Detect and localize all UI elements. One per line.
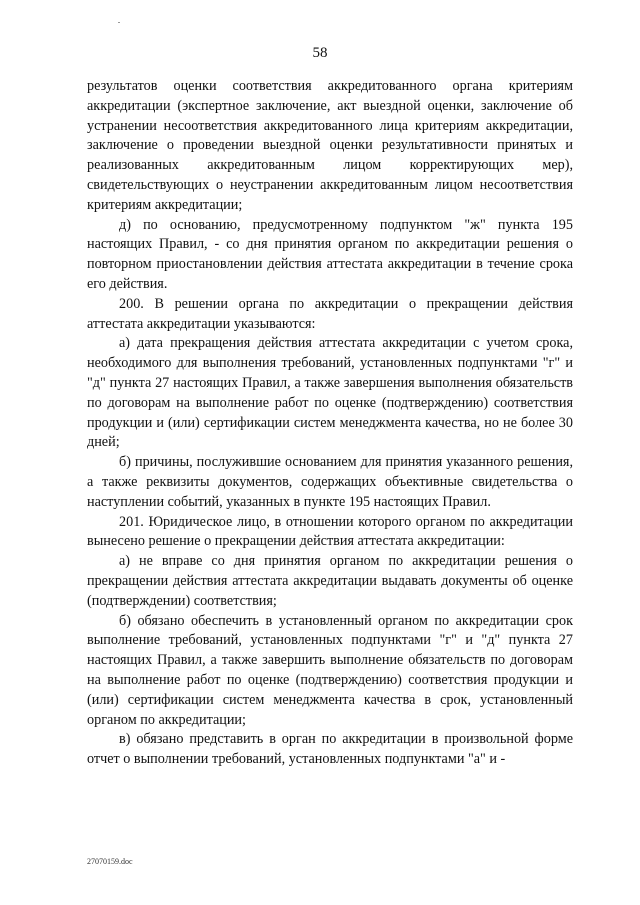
scan-mark <box>118 22 120 23</box>
paragraph-clause-201: 201. Юридическое лицо, в отношении которого органом по аккредитации вынесено решение о прекращении действия аттестата аккредитации: <box>87 513 573 550</box>
paragraph-assessment-results: результатов оценки соответствия аккредитованного органа критериям аккредитации (экспертное заключение, акт выездной оценки, заключение об устранении несоответствия аккредитованного лица критериям аккредитации, заключение о проведении выездной оценки результативности принятых и реализованных аккредитованным лицом корректирующих мер), свидетельствующих о неустранении аккредитованным лицом несоответствия критериям аккредитации; <box>87 78 573 213</box>
footer-doc-id: 27070159.doc <box>87 857 133 866</box>
paragraph-clause-200: 200. В решении органа по аккредитации о прекращении действия аттестата аккредитации указываются: <box>87 295 573 332</box>
paragraph-clause-201-a: а) не вправе со дня принятия органом по аккредитации решения о прекращении действия аттестата аккредитации выдавать документы об оценке (подтверждении) соответствия; <box>87 553 573 609</box>
paragraph-clause-201-v: в) обязано представить в орган по аккредитации в произвольной форме отчет о выполнении требований, установленных подпунктами "а" и - <box>87 731 573 768</box>
paragraph-item-d-repeated-suspension: д) по основанию, предусмотренному подпунктом "ж" пункта 195 настоящих Правил, - со дня принятия органом по аккредитации решения о повторном приостановлении действия аттестата аккредитации в течение срока его действия. <box>87 216 573 292</box>
paragraph-clause-200-a: а) дата прекращения действия аттестата аккредитации с учетом срока, необходимого для выполнения требований, установленных подпунктами "г" и "д" пункта 27 настоящих Правил, а также завершения выполнения обязательств по договорам на выполнение работ по оценке (подтверждению) соответствия продукции и (или) сертификации систем менеджмента качества, но не более 30 дней; <box>87 335 573 451</box>
paragraph-clause-201-b: б) обязано обеспечить в установленный органом по аккредитации срок выполнение требований, установленных подпунктами "г" и "д" пункта 27 настоящих Правил, а также завершить выполнение обязательств по договорам на выполнение работ по оценке (подтверждению) соответствия продукции и (или) сертификации систем менеджмента качества в срок, установленный органом по аккредитации; <box>87 612 573 728</box>
paragraph-clause-200-b: б) причины, послужившие основанием для принятия указанного решения, а также реквизиты документов, содержащих объективные свидетельства о наступлении событий, указанных в пункте 195 настоящих Правил. <box>87 454 573 510</box>
document-body <box>87 77 573 770</box>
page-number: 58 <box>312 45 328 61</box>
